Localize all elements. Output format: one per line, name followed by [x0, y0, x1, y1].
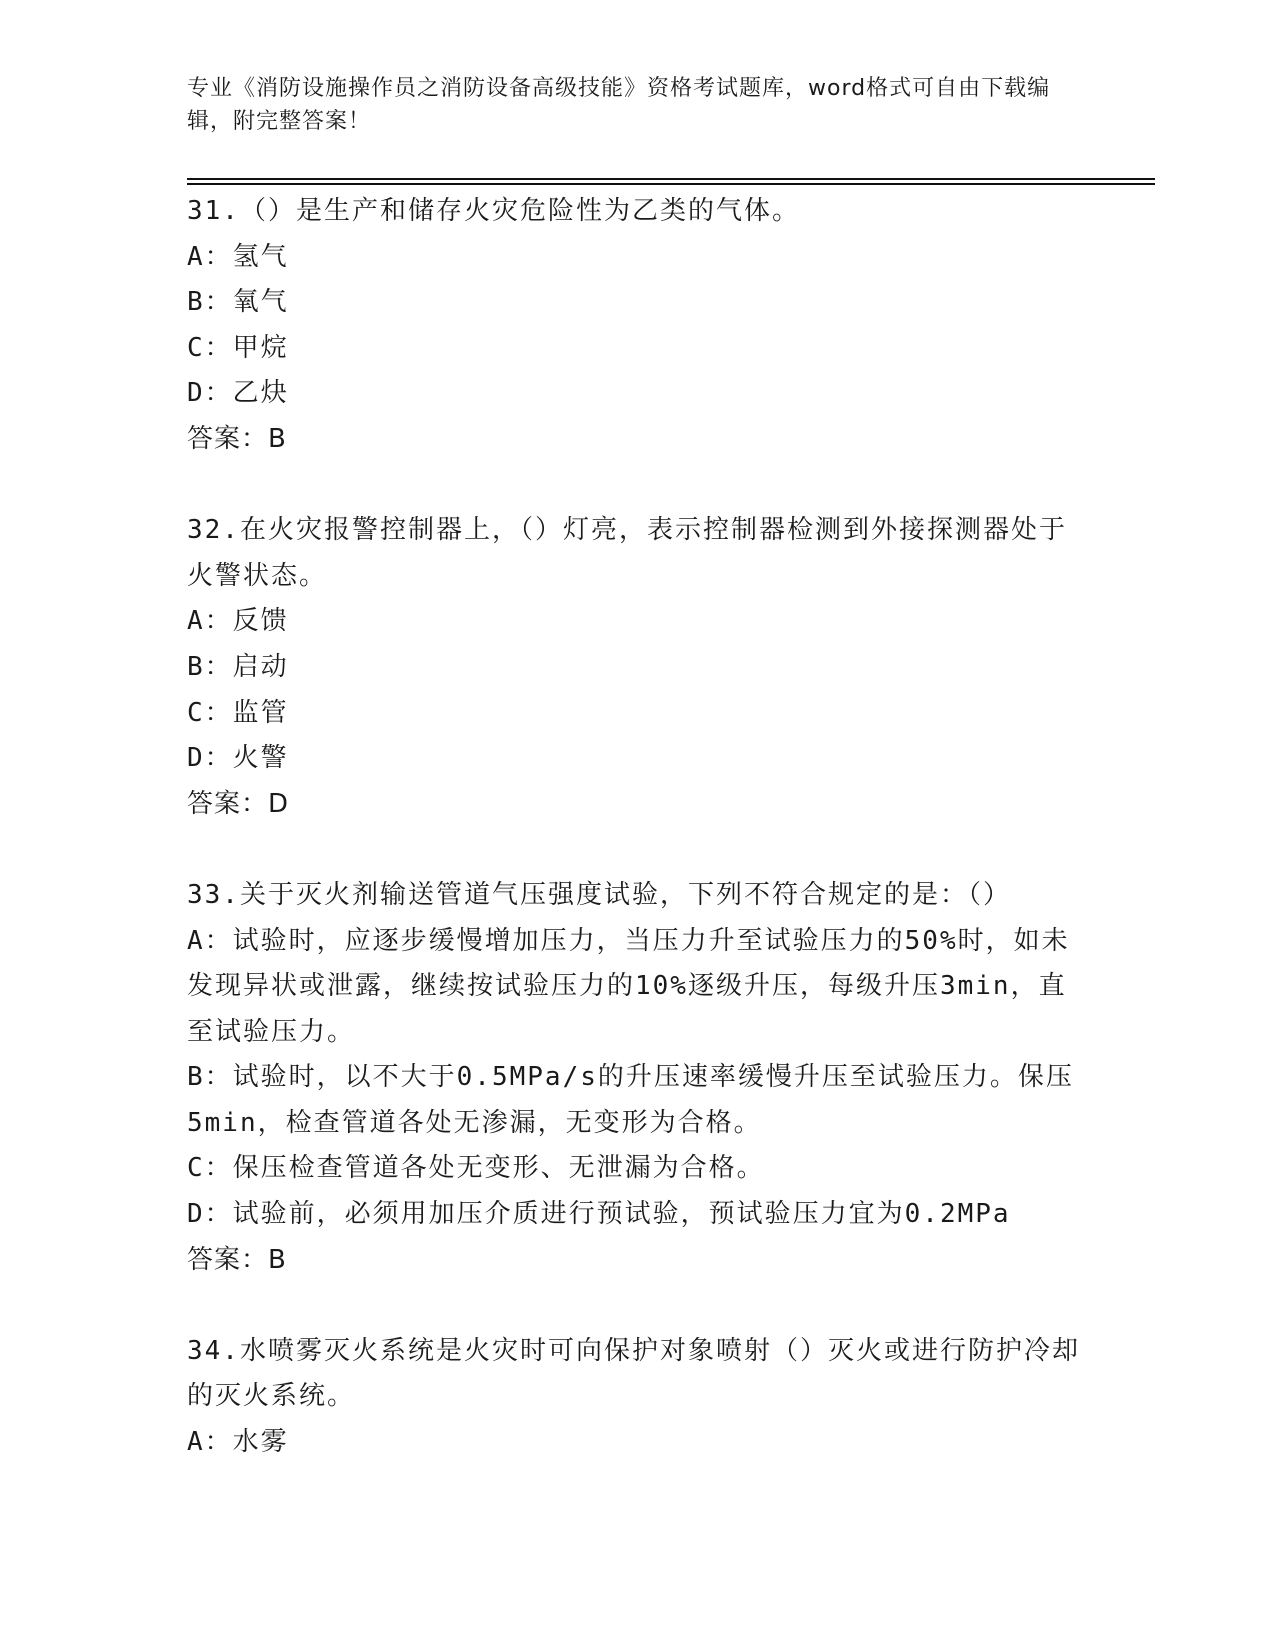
- option-b: B：启动: [187, 651, 289, 682]
- question-spacer: [187, 827, 1087, 873]
- option-a: A：试验时，应逐步缓慢增加压力，当压力升至试验压力的50%时，如未发现异状或泄露，继续按试验压力的10%逐级升压，每级升压3min，直至试验压力。: [187, 925, 1070, 1047]
- question-text: 31.（）是生产和储存火灾危险性为乙类的气体。: [187, 196, 800, 226]
- option-c: C：甲烷: [187, 332, 289, 363]
- header-rule-bottom: [187, 183, 1155, 185]
- option-a: A：反馈: [187, 606, 289, 637]
- option-d: D：试验前，必须用加压介质进行预试验，预试验压力宜为0.2MPa: [187, 1199, 1011, 1230]
- question-31: [187, 189, 1087, 463]
- option-b: B：氧气: [187, 287, 289, 318]
- answer: 答案：B: [187, 1244, 287, 1275]
- option-a: A：氢气: [187, 241, 289, 272]
- question-spacer: [187, 463, 1087, 509]
- header-rule-top: [187, 178, 1155, 180]
- question-list: [187, 189, 1087, 1466]
- question-text: 32.在火灾报警控制器上，（）灯亮，表示控制器检测到外接探测器处于火警状态。: [187, 515, 1067, 591]
- option-d: D：火警: [187, 743, 289, 774]
- option-d: D：乙炔: [187, 378, 289, 409]
- question-33: [187, 873, 1087, 1283]
- answer: 答案：B: [187, 423, 287, 454]
- question-32: [187, 508, 1087, 827]
- question-text: 33.关于灭火剂输送管道气压强度试验，下列不符合规定的是：（）: [187, 879, 1011, 910]
- question-34: [187, 1329, 1087, 1466]
- document-header: 专业《消防设施操作员之消防设备高级技能》资格考试题库，word格式可自由下载编辑，附完整答案！: [187, 76, 1051, 134]
- question-spacer: [187, 1283, 1087, 1329]
- option-c: C：保压检查管道各处无变形、无泄漏为合格。: [187, 1153, 765, 1184]
- option-a: A：水雾: [187, 1427, 289, 1458]
- option-b: B：试验时，以不大于0.5MPa/s的升压速率缓慢升压至试验压力。保压5min，检查管道各处无渗漏，无变形为合格。: [187, 1062, 1074, 1138]
- option-c: C：监管: [187, 697, 289, 728]
- answer: 答案：D: [187, 788, 290, 819]
- question-text: 34.水喷雾灭火系统是火灾时可向保护对象喷射（）灭火或进行防护冷却的灭火系统。: [187, 1335, 1080, 1412]
